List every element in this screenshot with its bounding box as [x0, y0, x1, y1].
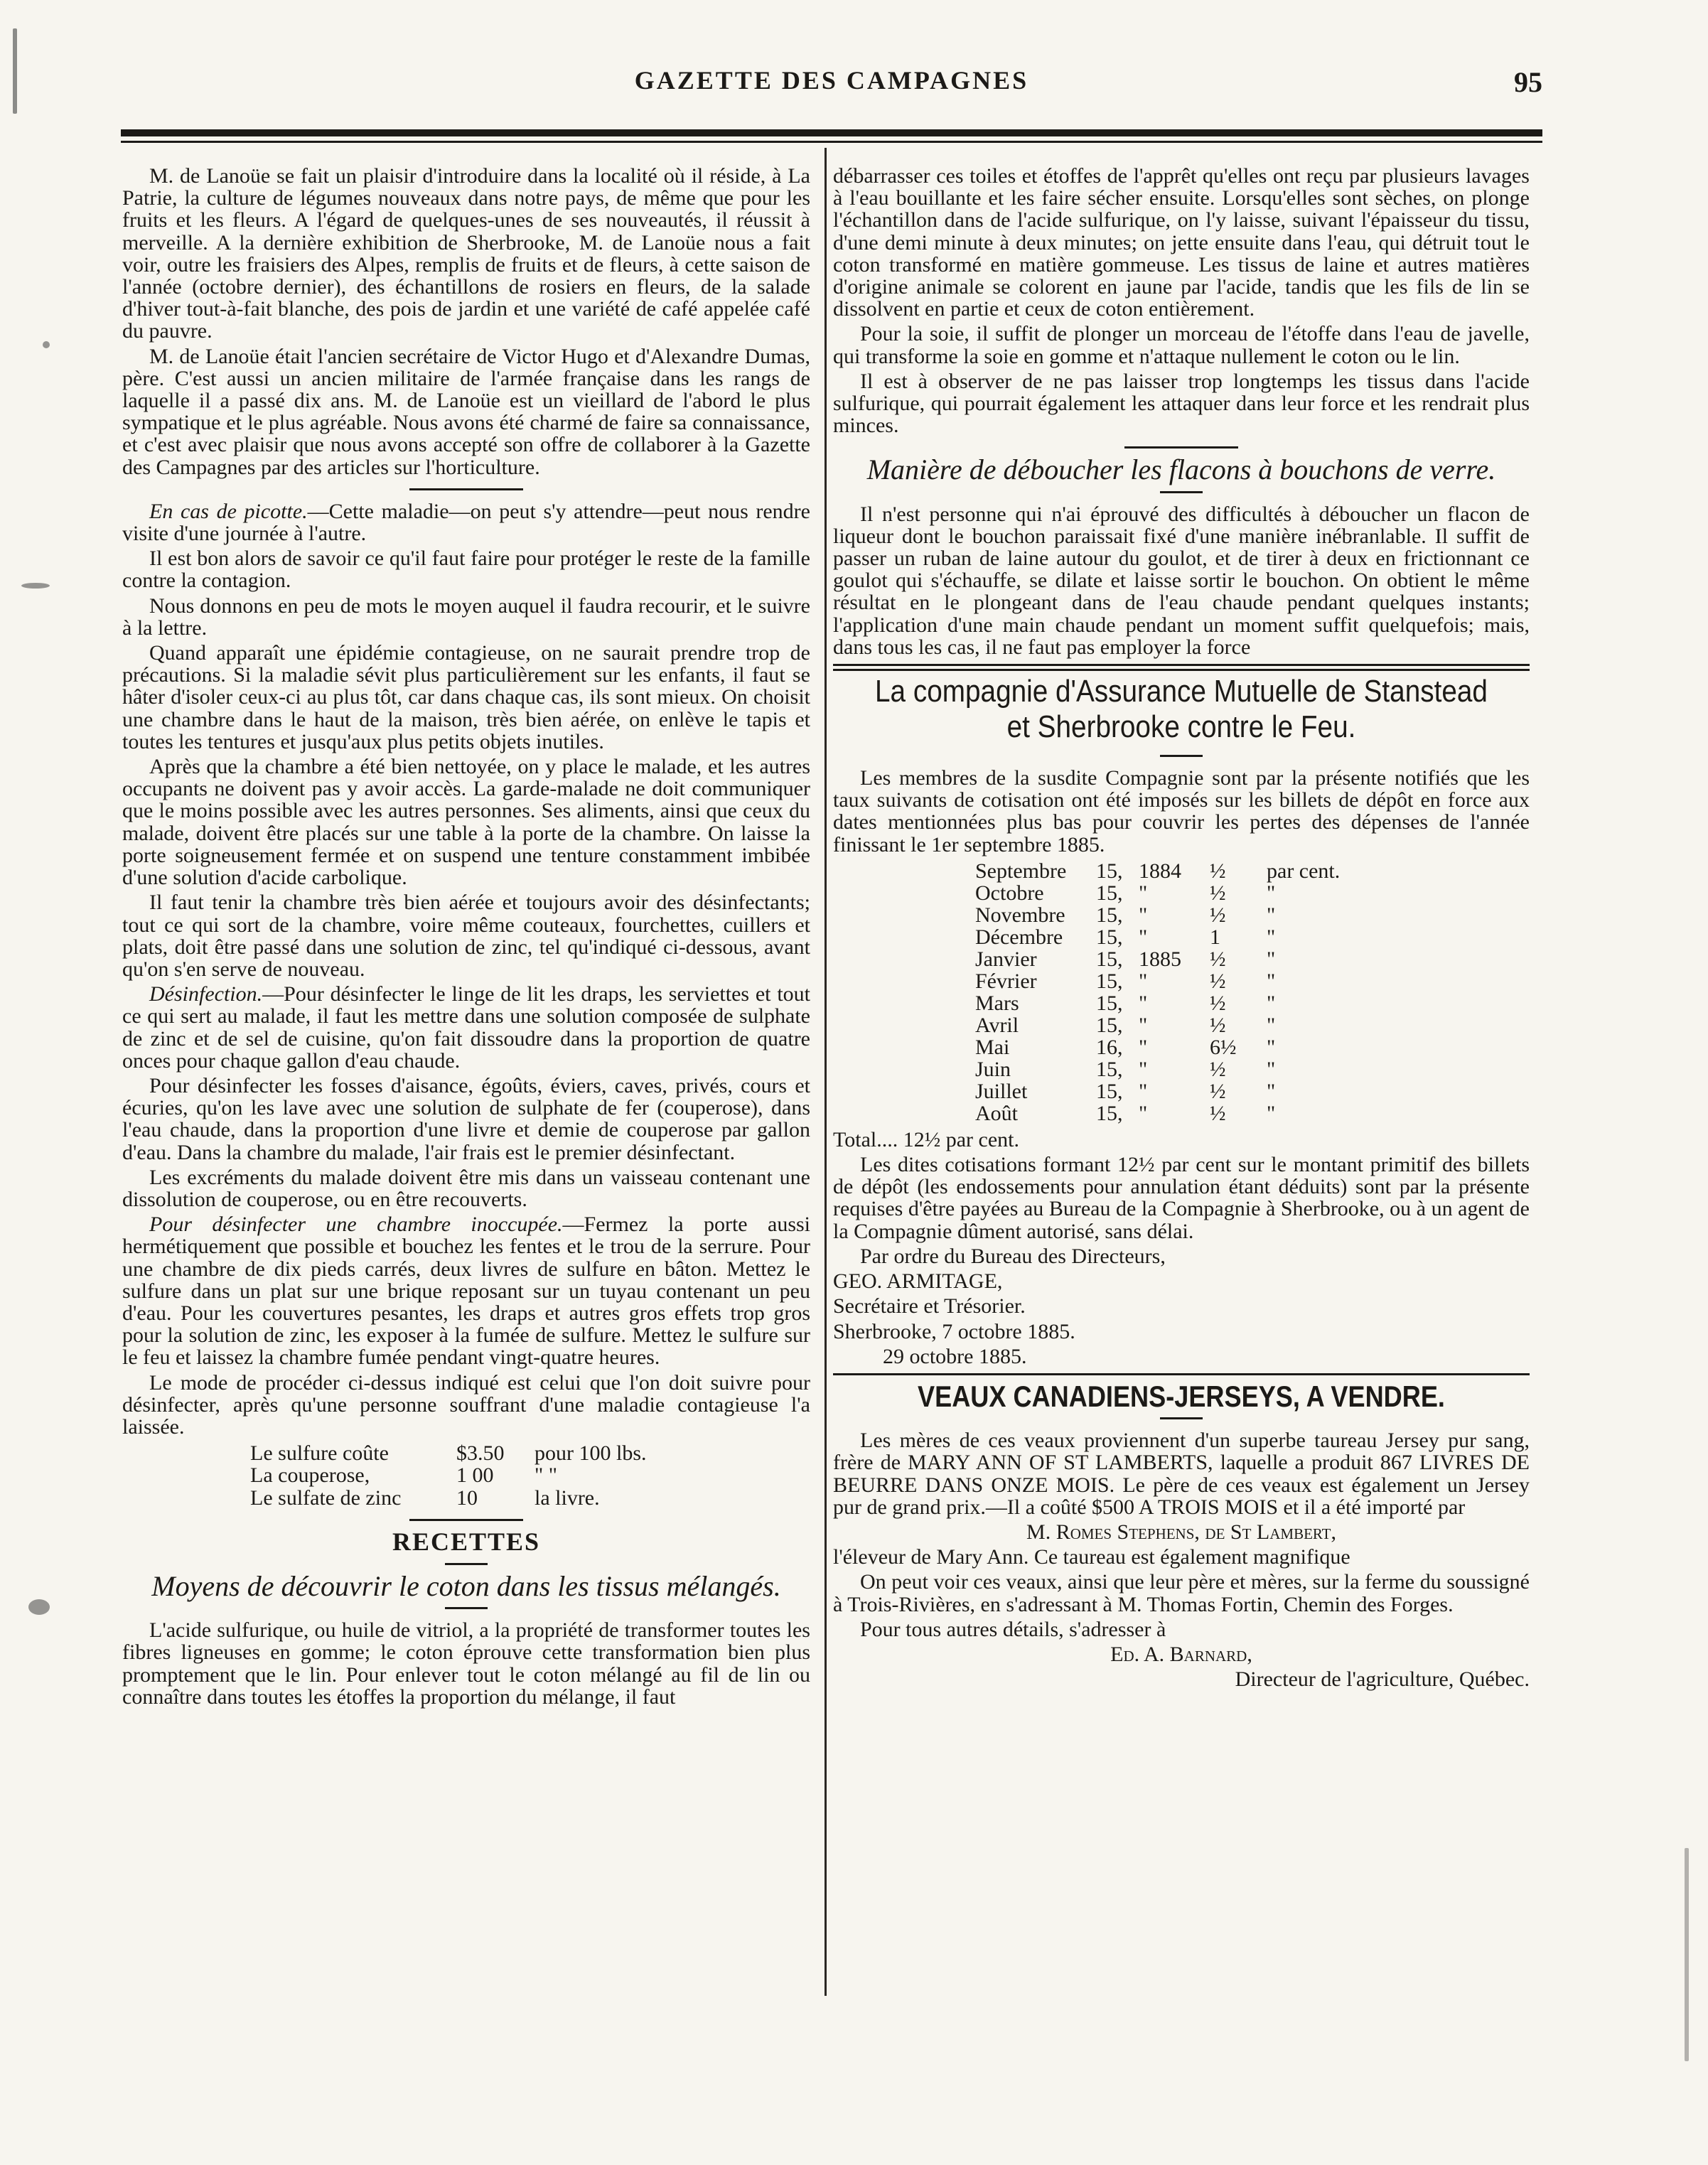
rate-day: 15,	[1096, 991, 1123, 1015]
veaux-importer: M. Romes Stephens, de St Lambert,	[1026, 1520, 1336, 1544]
dateline-2: 29 octobre 1885.	[883, 1344, 1027, 1368]
rate-year: "	[1139, 1101, 1148, 1125]
section-separator	[409, 488, 523, 490]
assurance-heading	[875, 674, 1488, 745]
price-value: 1 00	[456, 1463, 494, 1488]
rate-month: Octobre	[975, 881, 1044, 905]
price-row	[250, 1442, 810, 1464]
rate-month: Août	[975, 1101, 1018, 1125]
price-row	[250, 1464, 810, 1486]
rate-year: 1885	[1139, 947, 1181, 971]
desinfection-text-1: —Pour désinfecter le linge de lit les draps, les serviettes et tout ce qui sert au malade, il faut les mettre dans une solution composée de sulphate de zinc et de sel de cuisine, qu'on fait dissoudre dans la proportion de quatre onces pour chaque gallon d'eau chaude.	[122, 982, 810, 1073]
publication-title: GAZETTE DES CAMPAGNES	[634, 66, 1029, 95]
left-column	[122, 165, 810, 2056]
rate-row	[975, 992, 1530, 1014]
rate-month: Février	[975, 969, 1037, 993]
rate-value: ½	[1210, 1079, 1226, 1103]
desinfection-paragraph-3: Les excréments du malade doivent être mis dans un vaisseau contenant une dissolution de couperose, ou en être recouverts.	[122, 1165, 810, 1211]
rate-value: ½	[1210, 1101, 1226, 1125]
veaux-paragraph-3: On peut voir ces veaux, ainsi que leur père et mères, sur la ferme du soussigné à Trois-Rivières, en s'adressant à M. Thomas Fortin, Chemin des Forges.	[833, 1570, 1530, 1616]
dateline-1: Sherbrooke, 7 octobre 1885.	[833, 1319, 1075, 1343]
rate-day: 16,	[1096, 1035, 1123, 1059]
rate-row	[975, 1102, 1530, 1124]
rate-row	[975, 948, 1530, 970]
picotte-paragraph-6: Il faut tenir la chambre très bien aérée et toujours avoir des désinfectants; tout ce qui sort de la chambre, voire même couteaux, fourchettes, cuillers et plats, doit être passé dans une solution de zinc, tel qu'indiqué ci-dessous, avant qu'on s'en serve de nouveau.	[122, 891, 810, 981]
section-rule	[833, 1373, 1530, 1375]
price-row	[250, 1487, 810, 1509]
rates-table	[975, 860, 1530, 1124]
rate-unit: "	[1267, 1101, 1276, 1125]
price-unit: pour 100 lbs.	[535, 1441, 647, 1466]
rate-day: 15,	[1096, 1013, 1123, 1037]
price-value: 10	[456, 1486, 478, 1510]
veaux-paragraph-4: Pour tous autres détails, s'adresser à	[860, 1617, 1166, 1641]
section-separator	[1124, 446, 1238, 448]
coton-paragraph-1: L'acide sulfurique, ou huile de vitriol, a la propriété de transformer toutes les fibres ligneuses en gomme; le coton éprouve cette transformation bien plus promptement que le lin. Pour enlever tout le coton mélangé au fil de lin ou connaître dans toutes les étoffes la proportion du mélange, il faut	[122, 1618, 810, 1709]
price-item: Le sulfure coûte	[250, 1441, 389, 1466]
margin-speck	[43, 341, 50, 348]
rate-unit: "	[1267, 881, 1276, 905]
margin-speck	[21, 583, 50, 589]
rate-month: Juillet	[975, 1079, 1028, 1103]
rate-value: ½	[1210, 991, 1226, 1015]
assurance-heading-line-2: et Sherbrooke contre le Feu.	[1006, 709, 1356, 745]
lanoue-paragraph-2: M. de Lanoüe était l'ancien secrétaire de Victor Hugo et d'Alexandre Dumas, père. C'est aussi un ancien militaire de l'armée française dans les rangs de laquelle il a passé dix ans. M. de Lanoüe est un vieillard de l'abord le plus sympatique et le plus agréable. Nous avons été charmé de faire sa connaissance, et c'est avec plaisir que nous avons accepté son offre de collaborer à la Gazette des Campagnes par des articles sur l'horticulture.	[122, 344, 810, 479]
rate-unit: "	[1267, 991, 1276, 1015]
section-rule	[833, 669, 1530, 671]
rate-row	[975, 1058, 1530, 1080]
assurance-paragraph-1: Les membres de la susdite Compagnie sont par la présente notifiés que les taux suivants de cotisation ont été imposés sur les billets de dépôt en force aux dates mentionnées plus bas pour couvrir les pertes des dépenses de l'année finissant le 1er septembre 1885.	[833, 766, 1530, 856]
rate-month: Septembre	[975, 859, 1067, 883]
rate-row	[975, 1036, 1530, 1058]
rate-unit: "	[1267, 947, 1276, 971]
flacons-paragraph-1: Il n'est personne qui n'ai éprouvé des difficultés à déboucher un flacon de liqueur dont le bouchon paraissait fixé d'une manière inébranlable. Il suffit de passer un ruban de laine autour du goulot, et de tirer à deux en frictionnant ce goulot qui s'échauffe, se dilate et laisse sortir le bouchon. On obtient le même résultat en le plongeant dans de l'eau chaude pendant quelques instants; l'application d'une main chaude pendant un moment suffit quelquefois; mais, dans tous les cas, il ne faut pas employer la force	[833, 502, 1530, 659]
section-separator	[445, 1563, 488, 1565]
flacons-heading: Manière de déboucher les flacons à bouchons de verre.	[866, 453, 1496, 486]
rate-day: 15,	[1096, 1057, 1123, 1081]
rate-month: Mai	[975, 1035, 1010, 1059]
price-unit: " "	[535, 1463, 557, 1488]
rate-year: "	[1139, 1035, 1148, 1059]
rate-value: ½	[1210, 969, 1226, 993]
rate-month: Janvier	[975, 947, 1037, 971]
rate-year: "	[1139, 1057, 1148, 1081]
margin-speck	[28, 1599, 50, 1615]
price-item: Le sulfate de zinc	[250, 1486, 402, 1510]
picotte-lead: En cas de picotte.	[149, 499, 308, 523]
rate-unit: "	[1267, 969, 1276, 993]
signer-title: Secrétaire et Trésorier.	[833, 1294, 1026, 1318]
coton-paragraph-3: Il est à observer de ne pas laisser trop longtemps les tissus dans l'acide sulfurique, qui pourrait également les attaquer dans leur force et les rendrait plus minces.	[833, 369, 1530, 438]
picotte-paragraph-1	[122, 500, 810, 544]
rate-year: "	[1139, 991, 1148, 1015]
coton-paragraph-2: Pour la soie, il suffit de plonger un morceau de l'étoffe dans l'eau de javelle, qui transforme la soie en gomme et n'attaque nullement le coton ou le lin.	[833, 322, 1530, 368]
rate-year: 1884	[1139, 859, 1181, 883]
rate-day: 15,	[1096, 1101, 1123, 1125]
recettes-heading: RECETTES	[392, 1527, 541, 1556]
desinfection-paragraph-1	[122, 983, 810, 1072]
barnard-title: Directeur de l'agriculture, Québec.	[1235, 1667, 1530, 1692]
rate-day: 15,	[1096, 1079, 1123, 1103]
rate-unit: "	[1267, 925, 1276, 949]
rate-row	[975, 860, 1530, 882]
assurance-heading-line-1: La compagnie d'Assurance Mutuelle de Stanstead	[875, 674, 1488, 709]
veaux-paragraph-1: Les mères de ces veaux proviennent d'un superbe taureau Jersey pur sang, frère de MARY ANN OF ST LAMBERTS, laquelle a produit 867 LIVRES DE BEURRE DANS ONZE MOIS. Le père de ces veaux est également un Jersey pur de grand prix.—Il a coûté $500 A TROIS MOIS et il a été importé par	[833, 1429, 1530, 1519]
picotte-paragraph-2: Il est bon alors de savoir ce qu'il faut faire pour protéger le reste de la famille contre la contagion.	[122, 547, 810, 593]
rate-value: ½	[1210, 881, 1226, 905]
rate-day: 15,	[1096, 925, 1123, 949]
page-header	[121, 65, 1542, 108]
rate-unit: "	[1267, 903, 1276, 927]
desinfection-lead: Désinfection.	[149, 982, 263, 1006]
veaux-heading: VEAUX CANADIENS-JERSEYS, A VENDRE.	[918, 1379, 1445, 1413]
rate-value: ½	[1210, 947, 1226, 971]
rate-day: 15,	[1096, 903, 1123, 927]
section-separator	[445, 1607, 488, 1609]
rate-month: Novembre	[975, 903, 1065, 927]
rate-row	[975, 926, 1530, 948]
rate-value: ½	[1210, 903, 1226, 927]
rate-row	[975, 970, 1530, 992]
price-item: La couperose,	[250, 1463, 370, 1488]
rate-unit: "	[1267, 1079, 1276, 1103]
rate-month: Décembre	[975, 925, 1063, 949]
price-unit: la livre.	[535, 1486, 600, 1510]
rate-value: ½	[1210, 1013, 1226, 1037]
rate-row	[975, 1080, 1530, 1102]
rate-unit: par cent.	[1267, 859, 1341, 883]
column-divider	[825, 148, 827, 1996]
section-rule	[833, 664, 1530, 666]
rate-year: "	[1139, 969, 1148, 993]
rate-day: 15,	[1096, 947, 1123, 971]
rate-value: 1	[1210, 925, 1220, 949]
rate-month: Mars	[975, 991, 1019, 1015]
picotte-paragraph-5: Après que la chambre a été bien nettoyée, on y place le malade, et les autres occupants ne doivent pas y avoir accès. La garde-malade ne doit communiquer que le moins possible avec les autres personnes. Ses aliments, ainsi que ceux du malade, doivent être placés sur une table à la porte de la chambre. On laisse la porte soigneusement fermée et on suspend une tenture constamment imbibée d'une solution d'acide carbolique.	[122, 755, 810, 890]
chambre-paragraph-1	[122, 1213, 810, 1368]
page-number: 95	[1514, 66, 1542, 98]
rate-unit: "	[1267, 1035, 1276, 1059]
rate-day: 15,	[1096, 859, 1123, 883]
coton-paragraph-1-continued: débarrasser ces toiles et étoffes de l'apprêt qu'elles ont reçu par plusieurs lavages à l'eau bouillante et les faire sécher ensuite. Lorsqu'elles sont sèches, on plonge l'échantillon dans de l'acide sulfurique, on l'y laisse, suivant l'épaisseur du tissu, d'une demi minute à deux minutes; on jette ensuite dans l'eau, qui détruit tout le coton transformé en matière gommeuse. Les tissus de laine et autres matières d'origine animale se colorent en jaune par l'acide, tandis que les fils de lin se dissolvent en partie et ceux de coton entièrement.	[833, 165, 1530, 321]
desinfection-paragraph-2: Pour désinfecter les fosses d'aisance, égoûts, éviers, caves, privés, cours et écuries, qu'on les lave avec une solution de sulphate de fer (couperose), dans l'eau chaude, dans la proportion d'une livre et demie de couperose par gallon d'eau. Dans la chambre du malade, l'air frais est le premier désinfectant.	[122, 1073, 810, 1164]
section-separator	[1160, 755, 1203, 757]
section-separator	[1160, 1417, 1203, 1419]
header-rule-thick	[121, 129, 1542, 136]
picotte-paragraph-3: Nous donnons en peu de mots le moyen auquel il faudra recourir, et le suivre à la lettre.	[122, 593, 810, 640]
margin-speck	[13, 28, 17, 114]
rate-year: "	[1139, 903, 1148, 927]
assurance-paragraph-2: Les dites cotisations formant 12½ par cent sur le montant primitif des billets de dépôt (les endossements pour annulation étant déduits) sont par la présente requises d'être payées au Bureau de la Compagnie à Sherbrooke, ou à un agent de la Compagnie dûment autorisé, sans délai.	[833, 1153, 1530, 1243]
rate-year: "	[1139, 881, 1148, 905]
price-value: $3.50	[456, 1441, 505, 1466]
rate-year: "	[1139, 925, 1148, 949]
section-separator	[409, 1519, 523, 1521]
rate-row	[975, 904, 1530, 926]
rate-day: 15,	[1096, 881, 1123, 905]
rate-day: 15,	[1096, 969, 1123, 993]
section-separator	[1160, 491, 1203, 493]
chambre-text-1: —Fermez la porte aussi hermétiquement que possible et bouchez les fentes et le trou de la serrure. Pour une chambre de dix pieds carrés, deux livres de sulfure en bâton. Mettez le sulfure dans un plat sur une brique reposant sur un tuyau contenant un peu d'eau. Pour les couvertures pesantes, les draps et autres gros effets trop gros pour la solution de zinc, les exposer à la fumée de sulfure. Mettez le sulfure sur le feu et laissez la chambre fumée pendant vingt-quatre heures.	[122, 1213, 810, 1370]
chambre-paragraph-2: Le mode de procéder ci-dessus indiqué est celui que l'on doit suivre pour désinfecter, après qu'une personne souffrant d'une maladie contagieuse l'a laissée.	[122, 1370, 810, 1439]
par-ordre: Par ordre du Bureau des Directeurs,	[860, 1244, 1166, 1268]
chambre-lead: Pour désinfecter une chambre inoccupée.	[149, 1213, 563, 1237]
header-rule-thin	[121, 141, 1542, 143]
barnard-name: Ed. A. Barnard,	[1110, 1642, 1252, 1666]
signer-name: GEO. ARMITAGE,	[833, 1269, 1003, 1294]
picotte-text-1: —Cette maladie—on peut s'y attendre—peut nous rendre visite d'une journée à l'autre.	[122, 499, 810, 546]
rate-unit: "	[1267, 1057, 1276, 1081]
rate-value: 6½	[1210, 1035, 1237, 1059]
right-column	[833, 165, 1530, 2041]
rate-month: Avril	[975, 1013, 1019, 1037]
rate-value: ½	[1210, 859, 1226, 883]
rate-row	[975, 882, 1530, 904]
price-list	[250, 1442, 810, 1509]
rate-value: ½	[1210, 1057, 1226, 1081]
rate-month: Juin	[975, 1057, 1011, 1081]
picotte-paragraph-4: Quand apparaît une épidémie contagieuse, on ne saurait prendre trop de précautions. Si la maladie sévit plus particulièrement sur les enfants, il faut se hâter d'isoler ceux-ci au plus tôt, car dans chaque cas, ils sont mieux. On choisit une chambre dans le haut de la maison, très bien aérée, on enlève le tapis et toutes les tentures et jusqu'aux plus petits objets inutiles.	[122, 641, 810, 753]
rate-unit: "	[1267, 1013, 1276, 1037]
veaux-paragraph-2: l'éleveur de Mary Ann. Ce taureau est également magnifique	[833, 1545, 1350, 1569]
rate-year: "	[1139, 1079, 1148, 1103]
rates-total: Total.... 12½ par cent.	[833, 1127, 1019, 1151]
rate-year: "	[1139, 1013, 1148, 1037]
lanoue-paragraph-1: M. de Lanoüe se fait un plaisir d'introduire dans la localité où il réside, à La Patrie, la culture de légumes nouveaux dans notre pays, de même que pour les fruits et les fleurs. A l'égard de quelques-unes de ses nouveautés, il réussit à merveille. A la dernière exhibition de Sherbrooke, M. de Lanoüe nous a fait voir, outre les fraisiers des Alpes, remplis de fruits et de fleurs, à cette saison de l'année (octobre dernier), des échantillons de rosiers en fleurs, de la salade d'hiver tout-à-fait blanche, des pois de jardin et une variété de café appelée café du pauvre.	[122, 165, 810, 343]
rate-row	[975, 1014, 1530, 1036]
margin-speck	[1685, 1848, 1689, 2061]
coton-heading: Moyens de découvrir le coton dans les tissus mélangés.	[151, 1569, 781, 1602]
